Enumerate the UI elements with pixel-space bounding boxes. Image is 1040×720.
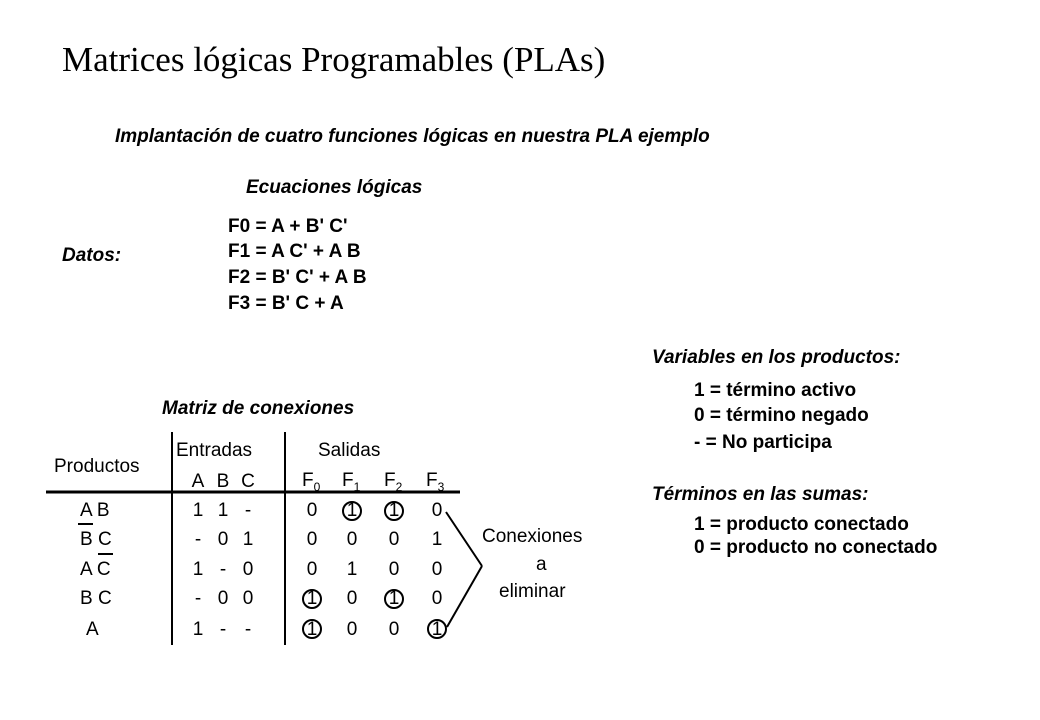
callout-line-3: eliminar	[499, 581, 566, 602]
input-cell: -	[194, 588, 202, 609]
subtitle: Implantación de cuatro funciones lógicas en nuestra PLA ejemplo	[115, 126, 710, 147]
output-cell: 1	[388, 500, 400, 521]
callout-pointer-top	[446, 512, 482, 566]
output-cell: 1	[346, 559, 358, 580]
input-cell: 0	[242, 588, 254, 609]
terms-item-not-connected: 0 = producto no conectado	[694, 537, 938, 558]
output-header-f2: $F_2$	[384, 470, 403, 494]
variables-item-not-participating: - = No participa	[694, 432, 832, 453]
entradas-label: Entradas	[176, 440, 253, 461]
input-cell: -	[244, 500, 252, 521]
input-header-c: C	[241, 471, 255, 492]
output-cell: 1	[388, 588, 400, 609]
output-cell: 0	[346, 619, 358, 640]
input-cell: 1	[192, 619, 204, 640]
terms-item-connected: 1 = producto conectado	[694, 514, 909, 535]
equation-f2: F2 = B' C' + A B	[228, 267, 367, 288]
output-cell: 0	[388, 529, 400, 550]
input-header-b: B	[216, 471, 230, 492]
product-label-ac: A C	[80, 559, 111, 580]
page-title: Matrices lógicas Programables (PLAs)	[62, 40, 606, 79]
output-cell: 1	[306, 619, 318, 640]
output-cell: 1	[431, 529, 443, 550]
equation-f3: F3 = B' C + A	[228, 293, 344, 314]
product-label-a: A	[86, 619, 99, 640]
equation-f0: F0 = A + B' C'	[228, 216, 348, 237]
product-label-bc: B C	[80, 529, 112, 550]
callout-line-2: a	[536, 554, 547, 575]
product-label-ab: A B	[80, 500, 110, 521]
input-cell: -	[194, 529, 202, 550]
input-cell: 0	[217, 588, 229, 609]
salidas-label: Salidas	[318, 440, 381, 461]
output-cell: 0	[346, 529, 358, 550]
callout-line-1: Conexiones	[482, 526, 583, 547]
input-cell: 1	[242, 529, 254, 550]
input-cell: -	[219, 559, 227, 580]
output-cell: 0	[388, 559, 400, 580]
input-cell: 0	[242, 559, 254, 580]
input-cell: 0	[217, 529, 229, 550]
variables-item-active: 1 = término activo	[694, 380, 857, 401]
equations-heading: Ecuaciones lógicas	[246, 177, 423, 198]
output-header-f3: $F_3$	[426, 470, 445, 494]
input-cell: -	[219, 619, 227, 640]
output-cell: 0	[388, 619, 400, 640]
input-cell: -	[244, 619, 252, 640]
output-cell: 0	[306, 529, 318, 550]
output-cell: 0	[346, 588, 358, 609]
output-cell: 0	[431, 500, 443, 521]
callout-pointer-bottom	[447, 566, 482, 627]
output-cell: 0	[306, 559, 318, 580]
output-cell: 1	[346, 500, 358, 521]
input-cell: 1	[192, 500, 204, 521]
input-cell: 1	[217, 500, 229, 521]
input-header-a: A	[191, 471, 205, 492]
output-cell: 1	[306, 588, 318, 609]
output-cell: 0	[306, 500, 318, 521]
matrix-heading: Matriz de conexiones	[162, 398, 355, 419]
input-cell: 1	[192, 559, 204, 580]
datos-label: Datos:	[62, 245, 122, 266]
output-cell: 1	[431, 619, 443, 640]
output-header-f1: $F_1$	[342, 470, 361, 494]
variables-item-negated: 0 = término negado	[694, 405, 869, 426]
productos-label: Productos	[54, 456, 140, 477]
product-label-bc-2: B C	[80, 588, 112, 609]
output-cell: 0	[431, 559, 443, 580]
output-header-f0: $F_0$	[302, 470, 321, 494]
terms-heading: Términos en las sumas:	[652, 484, 869, 505]
equation-f1: F1 = A C' + A B	[228, 241, 361, 262]
variables-heading: Variables en los productos:	[652, 347, 901, 368]
output-cell: 0	[431, 588, 443, 609]
